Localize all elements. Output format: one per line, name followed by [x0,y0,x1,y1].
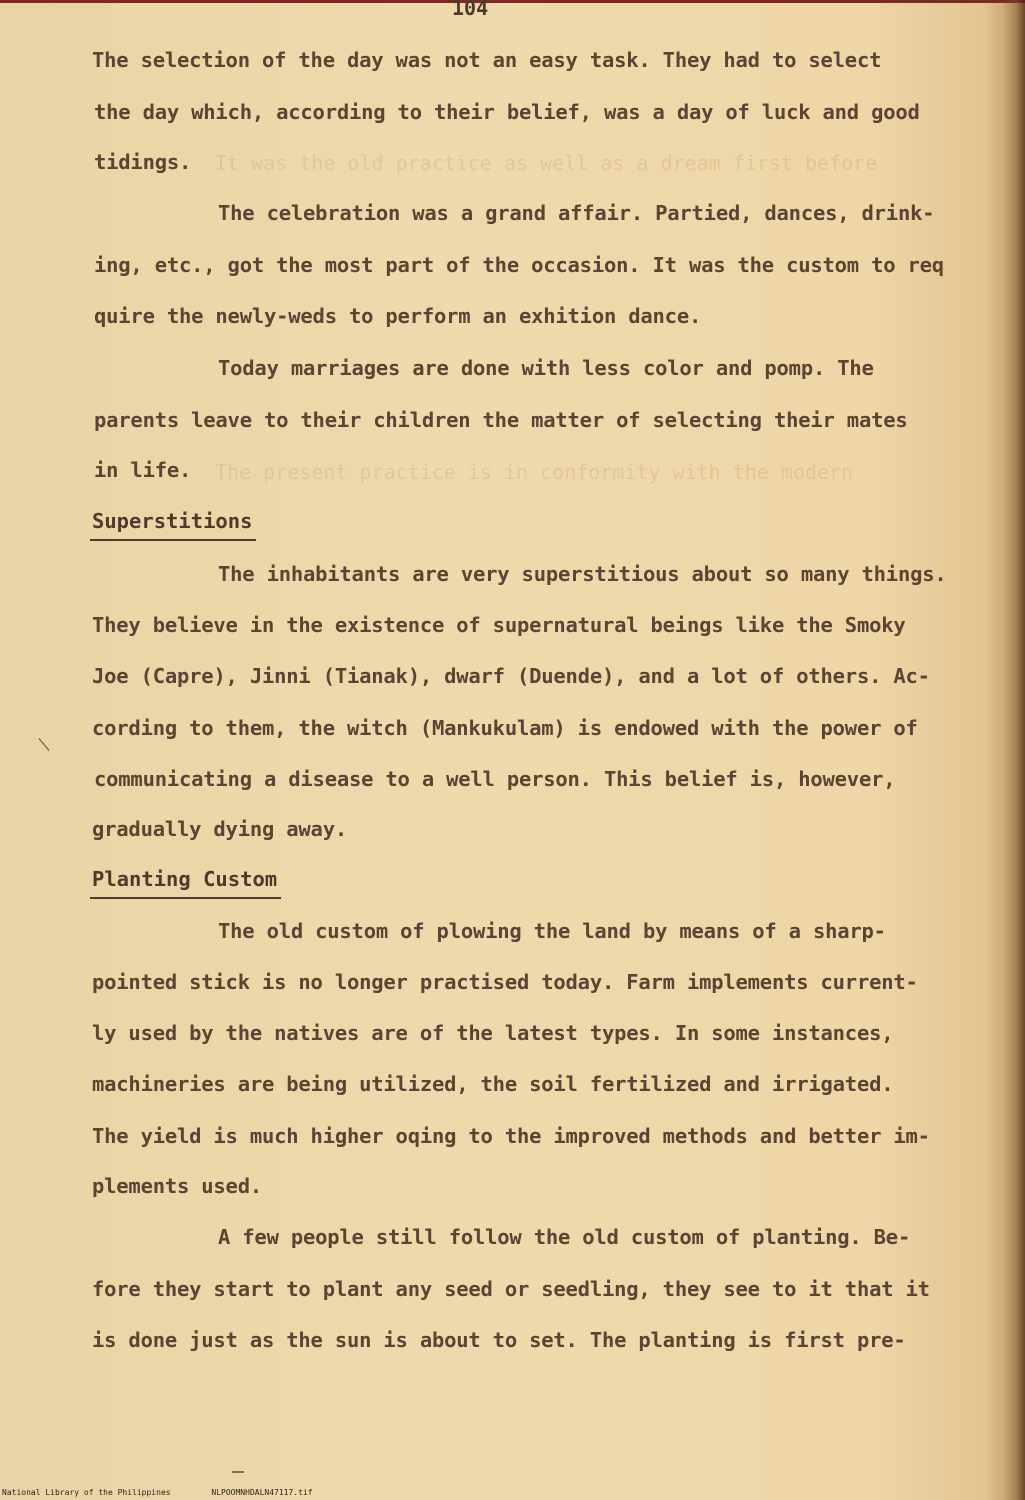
text-line: The yield is much higher oqing to the improved methods and better im- [92,1124,930,1148]
text-line: cording to them, the witch (Mankukulam) is endowed with the power of [92,716,918,740]
text-line: fore they start to plant any seed or seedling, they see to it that it [92,1277,930,1301]
scan-footer [2,1488,349,1497]
text-line: The inhabitants are very superstitious about so many things. [218,562,947,586]
text-line: quire the newly-weds to perform an exhition dance. [94,304,702,328]
footer-library: National Library of the Philippines [2,1488,171,1497]
text-line: ly used by the natives are of the latest types. In some instances, [92,1021,894,1045]
text-line: the day which, according to their belief, was a day of luck and good [94,100,920,124]
text-line: The selection of the day was not an easy task. They had to select [92,48,882,72]
text-line: ing, etc., got the most part of the occasion. It was the custom to req [94,253,944,277]
footer-file-id: NLPOOMNHDALN47117.tif [211,1488,313,1497]
text-line: tidings. [94,150,192,174]
text-line: parents leave to their children the matter of selecting their mates [94,408,908,432]
text-line: machineries are being utilized, the soil fertilized and irrigated. [92,1072,894,1096]
text-line: in life. [94,458,192,482]
text-line: Joe (Capre), Jinni (Tianak), dwarf (Duende), and a lot of others. Ac- [92,664,930,688]
text-line: pointed stick is no longer practised today. Farm implements current- [92,970,918,994]
text-line: The old custom of plowing the land by means of a sharp- [218,919,886,943]
pen-mark [232,1471,244,1473]
text-line: A few people still follow the old custom of planting. Be- [218,1225,911,1249]
page-edge-shadow [1003,0,1025,1500]
section-heading-superstitions: Superstitions [92,509,253,533]
bleed-through-text: The present practice is in conformity with the modern [215,460,854,484]
text-line: The celebration was a grand affair. Partied, dances, drink- [218,201,935,225]
text-line: gradually dying away. [92,817,347,841]
bleed-through-text: It was the old practice as well as a dream first before [215,151,878,175]
text-line: plements used. [92,1174,262,1198]
page-number: 104 [452,0,489,20]
text-line: Today marriages are done with less color and pomp. The [218,356,874,380]
pen-mark [38,738,49,751]
text-line: They believe in the existence of supernatural beings like the Smoky [92,613,906,637]
section-heading-planting-custom: Planting Custom [92,867,278,891]
text-line: is done just as the sun is about to set. The planting is first pre- [92,1328,906,1352]
text-line: communicating a disease to a well person. This belief is, however, [94,767,896,791]
